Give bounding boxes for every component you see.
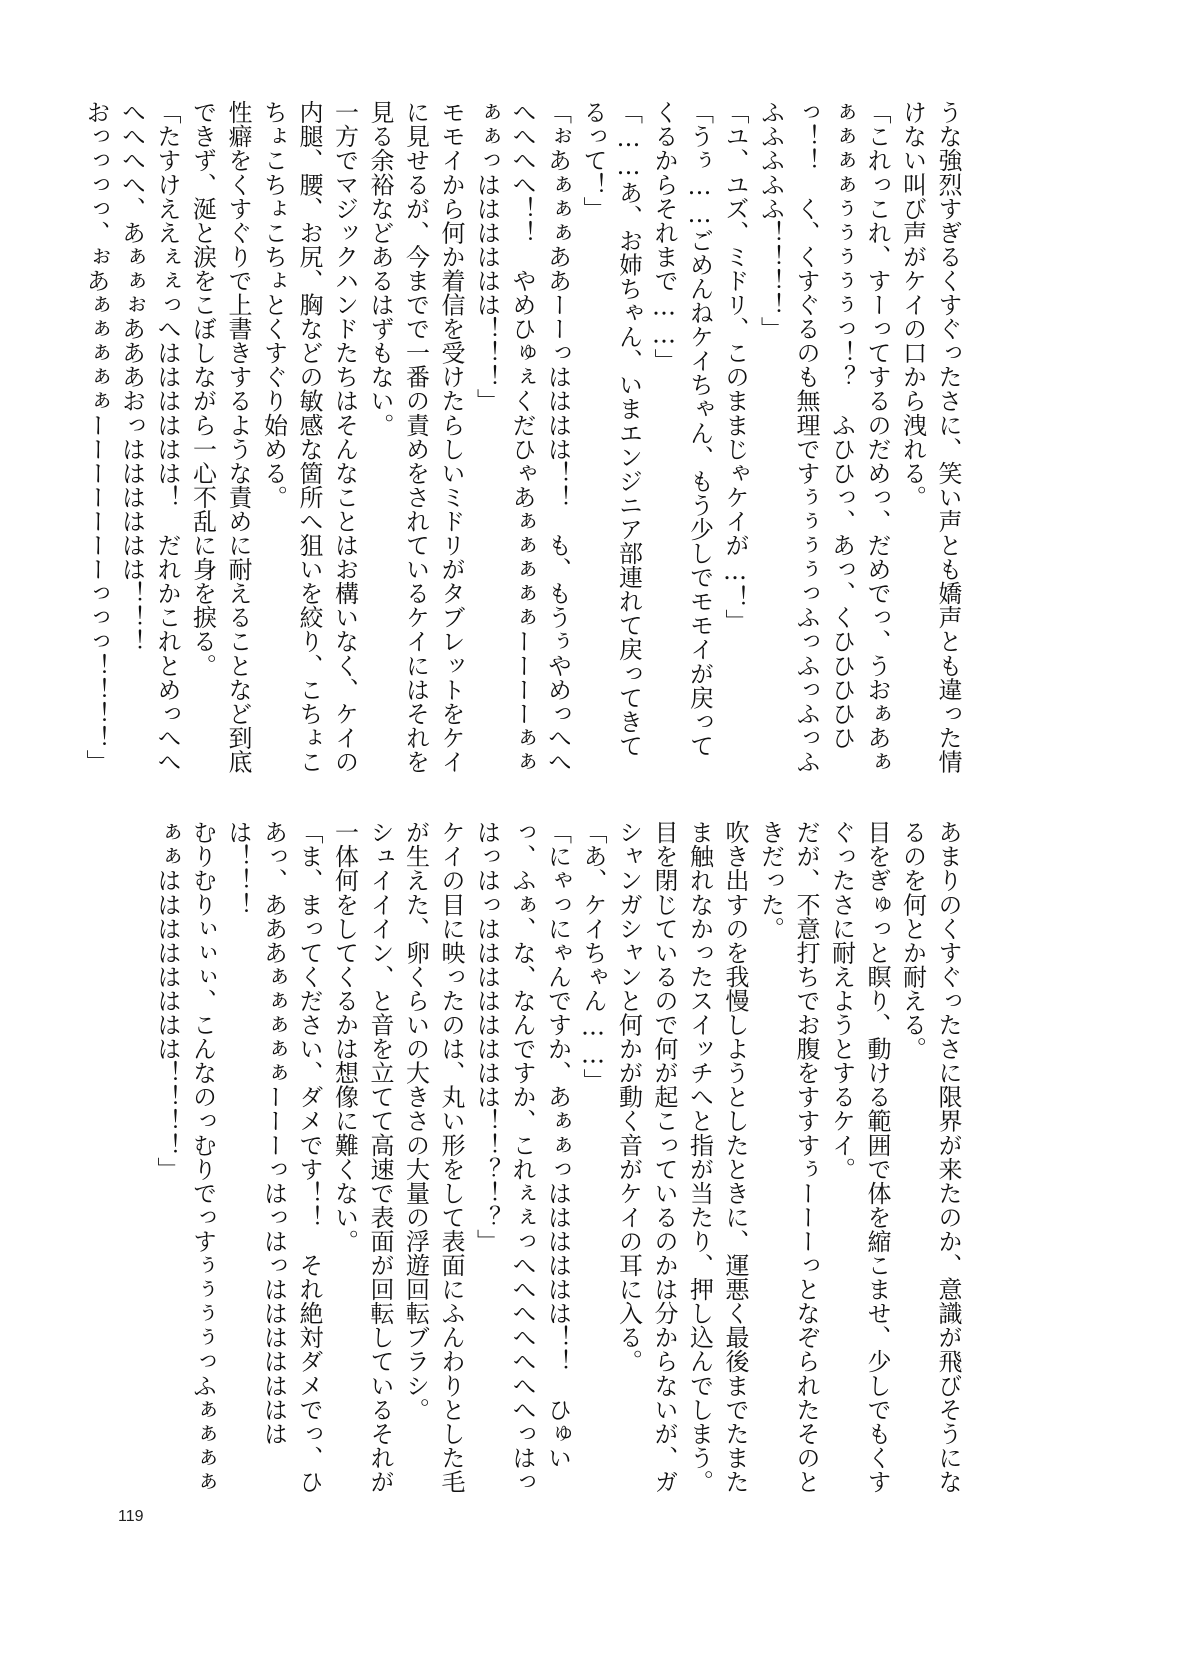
bottom-paragraph-11: むりむりぃぃぃ、こんなのっむりでっすぅぅぅぅっふぁぁぁぁぁぁはははははははは！！！！」 [153,820,217,1494]
top-paragraph-4: 「うぅ……ごめんねケイちゃん、もう少しでモモイが戻ってくるからそれまで……」 [650,100,714,758]
top-paragraph-2: 「これっこれ、すーってするのだめっ、だめでっ、うおぁあぁぁぁぁぁぅぅぅぅぅっ！？ ふひひっ、あっ、くひひひひひっ！！ く、くすぐるのも無理ですぅぅぅぅっふっふっふっふふふふふふ！！！！」 [756,100,891,774]
top-paragraph-7: モモイから何か着信を受けたらしいミドリがタブレットをケイに見せるが、今までで一番の責めをされているケイにはそれを見る余裕などあるはずもない。 [366,100,465,774]
bottom-paragraph-2: 目をぎゅっと瞑り、動ける範囲で体を縮こませ、少しでもくすぐったさに耐えようとするケイ。 [827,820,891,1494]
top-paragraph-3: 「ユ、ユズ、ミドリ、このままじゃケイが…！」 [721,100,749,634]
bottom-text-block [153,820,965,1500]
top-paragraph-1: うな強烈すぎるくすぐったさに、笑い声とも嬌声とも違った情けない叫び声がケイの口から洩れる。 [898,100,962,774]
bottom-paragraph-4: 吹き出すのを我慢しようとしたときに、運悪く最後までたまたま触れなかったスイッチへと指が当たり、押し込んでしまう。 [685,820,749,1494]
bottom-paragraph-10: 「ま、まってください、ダメです！！ それ絶対ダメでっ、ひあっ、あああぁぁぁぁぁーーーっはっはっはははははははは！！！ [224,820,323,1494]
top-paragraph-10: 「たすけええぇぇっへはははははは！ だれかこれとめっへへへへへへ、あぁぁぉあああおっはははははは！！！ [117,100,181,774]
top-paragraph-11: おっっっっ、ぉあぁぁぁぁぁーーーーーーーっっっ！！！！」 [82,100,110,774]
top-paragraph-8: 一方でマジックハンドたちはそんなことはお構いなく、ケイの内腿、腰、お尻、胸などの敏感な箇所へ狙いを絞り、こちょこちょこちょこちょとくすぐり始める。 [259,100,359,774]
bottom-paragraph-3: だが、不意打ちでお腹をすすすぅーーーっとなぞられたそのときだった。 [756,820,820,1494]
bottom-paragraph-1: あまりのくすぐったさに限界が来たのか、意識が飛びそうになるのを何とか耐える。 [898,820,962,1494]
bottom-paragraph-5: 目を閉じているので何が起こっているのかは分からないが、ガシャンガシャンと何かが動く音がケイの耳に入る。 [614,820,678,1494]
bottom-paragraph-9: シュイイイン、と音を立てて高速で表面が回転しているそれが一体何をしてくるかは想像に難くない。 [330,820,394,1494]
top-paragraph-9: 性癖をくすぐりで上書きするような責めに耐えることなど到底できず、涎と涙をこぼしながら一心不乱に身を捩る。 [188,100,252,774]
bottom-paragraph-6: 「あ、ケイちゃん……」 [579,820,607,1093]
top-text-block [82,100,965,780]
bottom-paragraph-7: 「にゃっにゃんですか、あぁぁっはははははは！！ ひゅいっ、ふぁ、な、なんですか、これぇぇっへへへへへへへっはっはっはっはははははははは！！？！？」 [472,820,572,1494]
top-paragraph-5: 「……あ、お姉ちゃん、いまエンジニア部連れて戻ってきてるって！」 [579,100,643,758]
bottom-paragraph-8: ケイの目に映ったのは、丸い形をして表面にふんわりとした毛が生えた、卵くらいの大きさの大量の浮遊回転ブラシ。 [401,820,465,1494]
top-paragraph-6: 「ぉあぁぁぁああーーっはははは！！ も、もうぅやめっへへへへへへ！！ やめひゅぇくだひゃあぁぁぁぁぁーーーーぁぁぁぁっはははははは！！！」 [472,100,572,774]
page-number: 119 [118,1508,144,1525]
